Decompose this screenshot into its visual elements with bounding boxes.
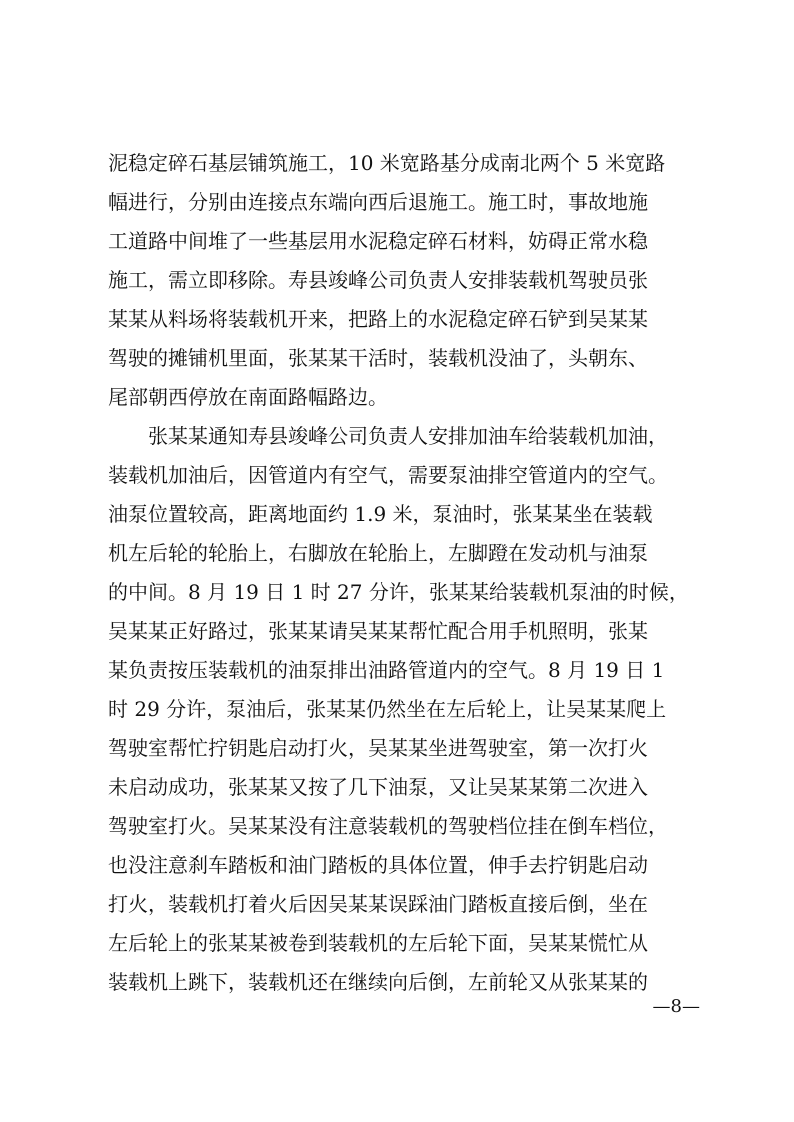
text-line: 机左后轮的轮胎上，右脚放在轮胎上，左脚蹬在发动机与油泵	[108, 541, 648, 565]
paragraph-1	[108, 144, 704, 417]
text-line: 未启动成功，张某某又按了几下油泵，又让吴某某第二次进入	[108, 775, 648, 799]
text-line: 装载机上跳下，装载机还在继续向后倒，左前轮又从张某某的	[108, 970, 648, 994]
text-line: 幅进行，分别由连接点东端向西后退施工。施工时，事故地施	[108, 190, 648, 214]
paragraph-2	[108, 417, 704, 1002]
text-line: 时 29 分许，泵油后，张某某仍然坐在左后轮上，让吴某某爬上	[108, 697, 667, 721]
page-number: —8—	[652, 996, 700, 1017]
text-line: 左后轮上的张某某被卷到装载机的左后轮下面，吴某某慌忙从	[108, 931, 648, 955]
text-line: 工道路中间堆了一些基层用水泥稳定碎石材料，妨碍正常水稳	[108, 229, 648, 253]
text-line: 驾驶室打火。吴某某没有注意装载机的驾驶档位挂在倒车档位，	[108, 814, 668, 838]
text-line: 某某从料场将装载机开来，把路上的水泥稳定碎石铲到吴某某	[108, 307, 648, 331]
text-line: 油泵位置较高，距离地面约 1.9 米，泵油时，张某某坐在装载	[108, 502, 653, 526]
text-line: 吴某某正好路过，张某某请吴某某帮忙配合用手机照明，张某	[108, 619, 648, 643]
text-line: 装载机加油后，因管道内有空气，需要泵油排空管道内的空气。	[108, 463, 668, 487]
text-line: 尾部朝西停放在南面路幅路边。	[108, 385, 388, 409]
text-line: 驾驶室帮忙拧钥匙启动打火，吴某某坐进驾驶室，第一次打火	[108, 736, 648, 760]
body-text	[108, 144, 704, 1002]
text-line: 张某某通知寿县竣峰公司负责人安排加油车给装载机加油，	[108, 424, 668, 448]
text-line: 也没注意刹车踏板和油门踏板的具体位置，伸手去拧钥匙启动	[108, 853, 648, 877]
text-line: 的中间。8 月 19 日 1 时 27 分许，张某某给装载机泵油的时候，	[108, 580, 689, 604]
text-line: 某负责按压装载机的油泵排出油路管道内的空气。8 月 19 日 1	[108, 658, 665, 682]
text-line: 驾驶的摊铺机里面，张某某干活时，装载机没油了，头朝东、	[108, 346, 648, 370]
text-line: 泥稳定碎石基层铺筑施工，10 米宽路基分成南北两个 5 米宽路	[108, 151, 666, 175]
text-line: 施工，需立即移除。寿县竣峰公司负责人安排装载机驾驶员张	[108, 268, 648, 292]
text-line: 打火，装载机打着火后因吴某某误踩油门踏板直接后倒，坐在	[108, 892, 648, 916]
